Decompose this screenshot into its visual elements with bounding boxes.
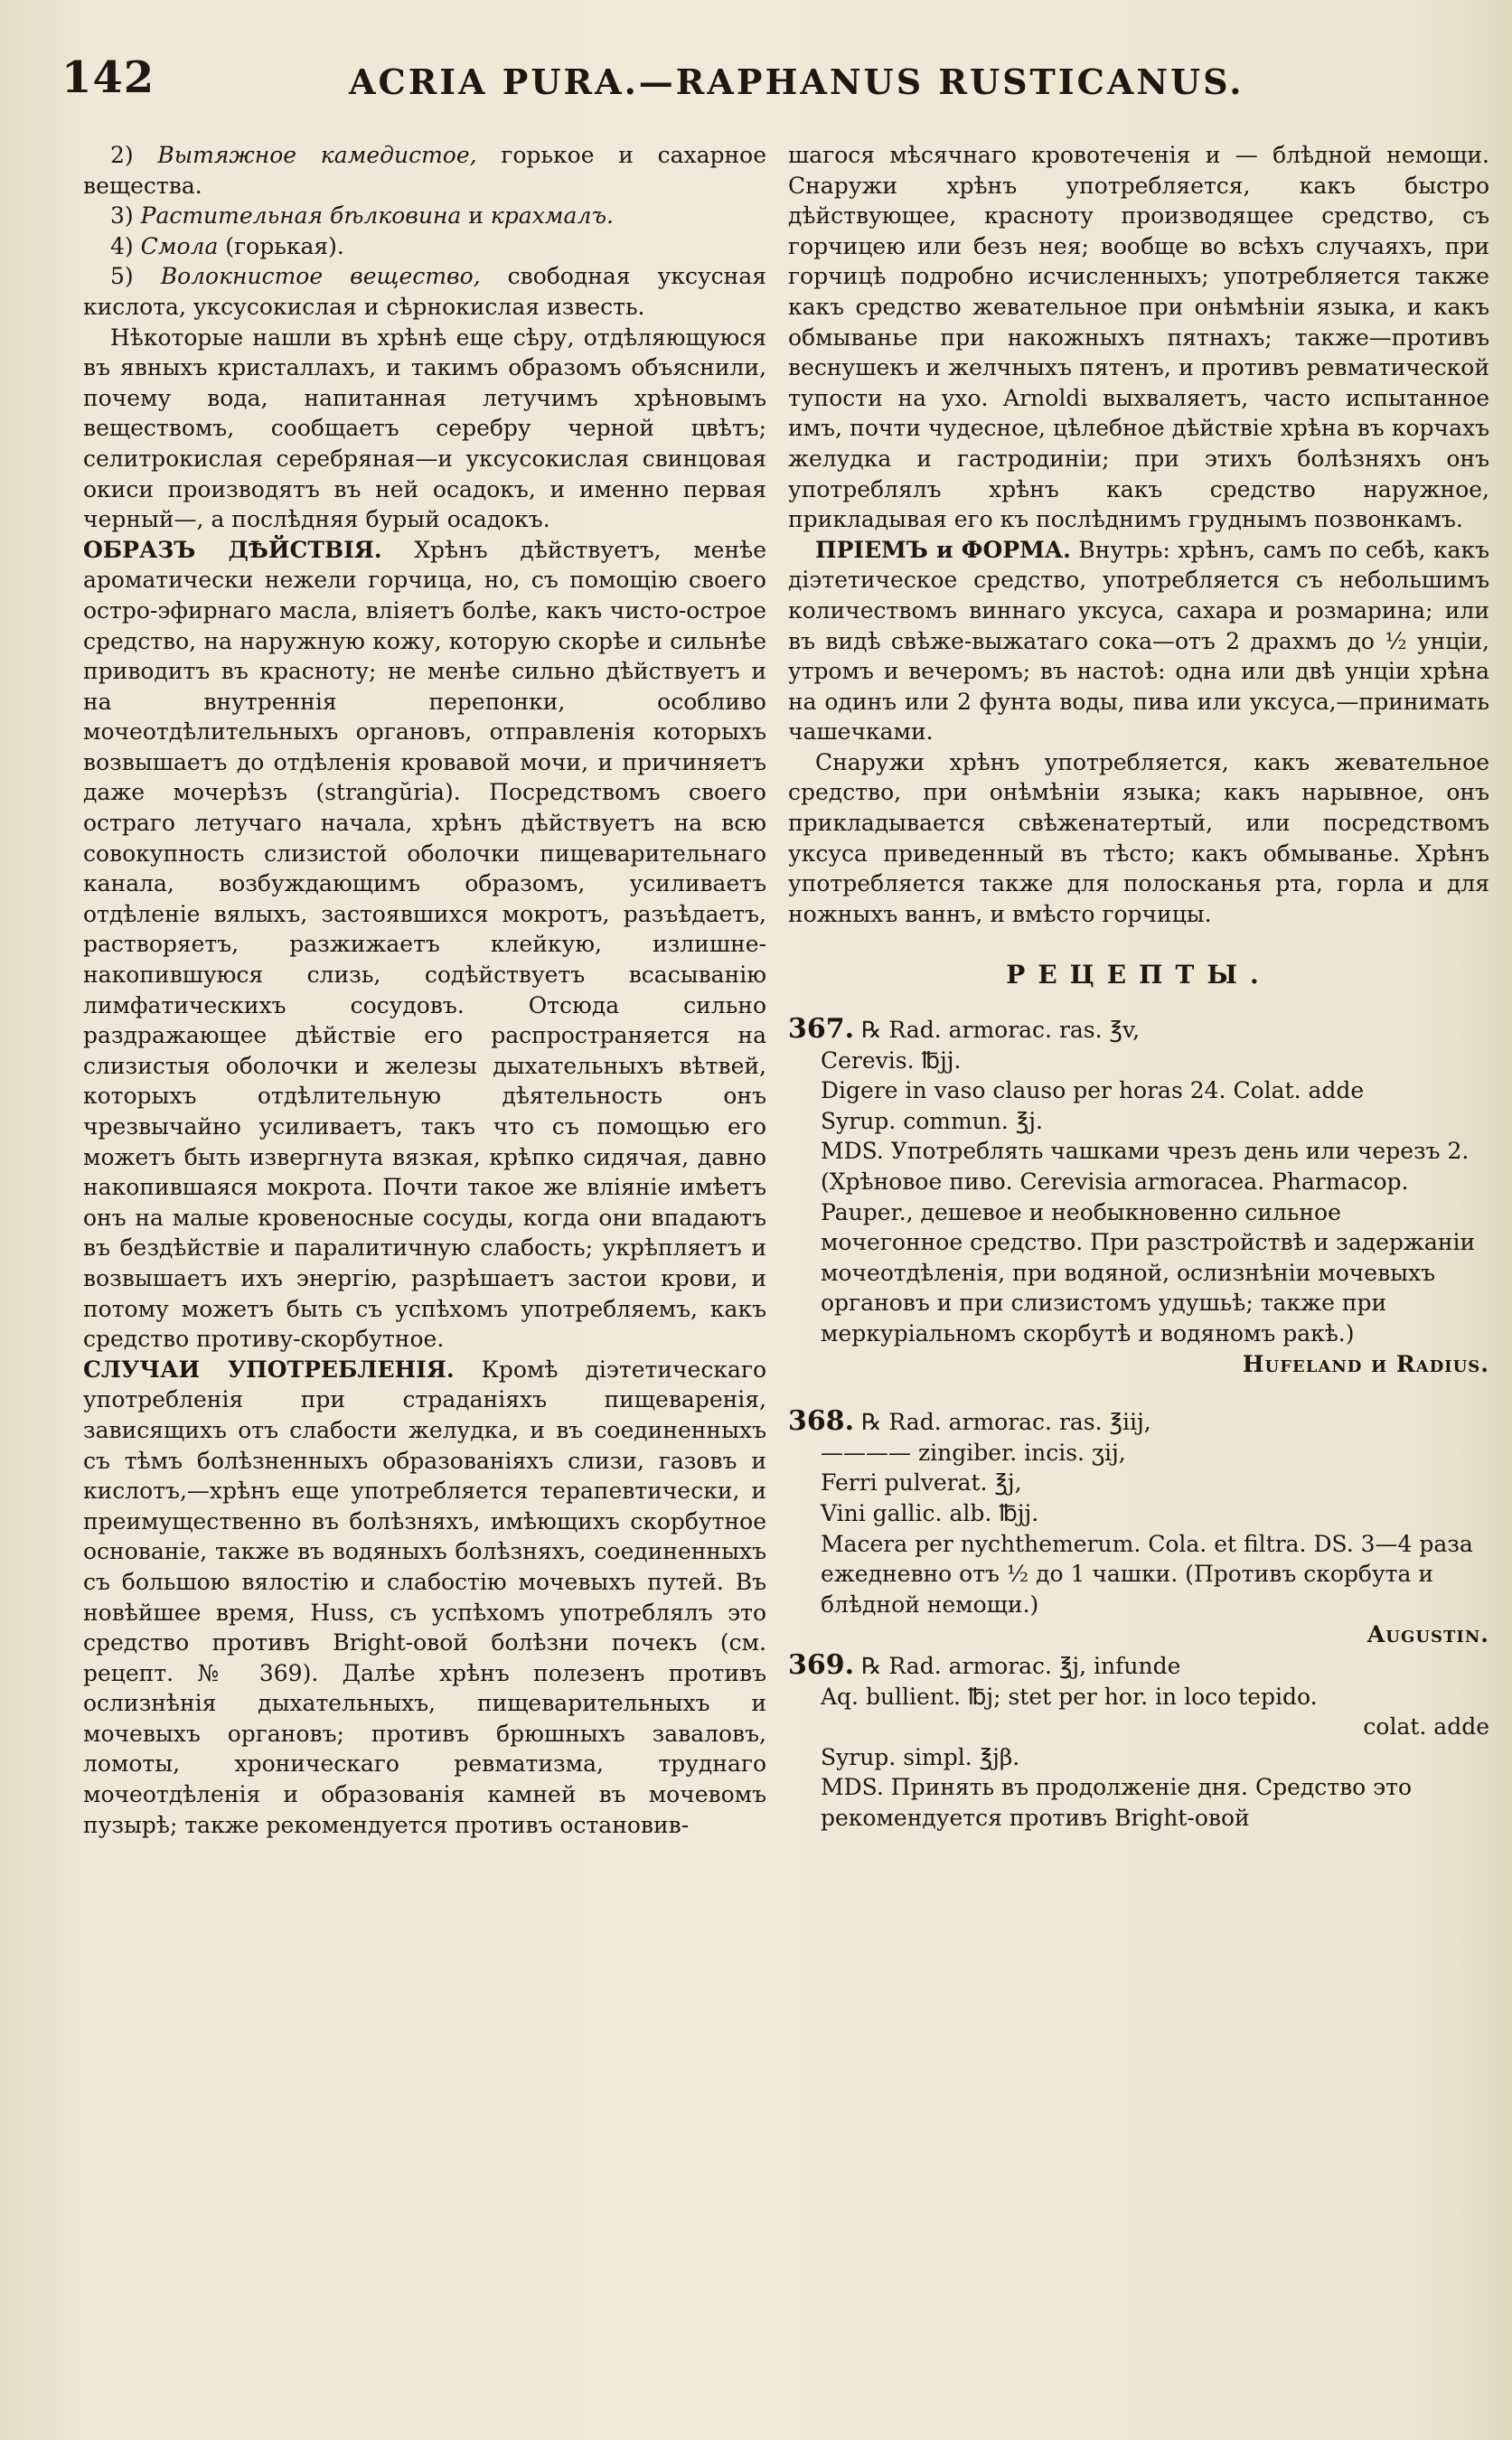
section-title-cases: СЛУЧАИ УПОТРЕБЛЕНІЯ. [83, 1356, 455, 1383]
paragraph-continued: шагося мѣсячнаго кровотеченія и — блѣдной немощи. Снаружи хрѣнъ употребляется, какъ быстро дѣйствующее, красноту производящее средство, съ горчицею или безъ нея; вообще во всѣхъ случаяхъ, при горчицѣ подробно исчисленныхъ; употребляется также какъ средство жевательное при онѣмѣніи языка, и какъ обмыванье при накожныхъ пятнахъ; также—противъ веснушекъ и желчныхъ пятенъ, и противъ ревматической тупости на ухо. Arnoldi выхваляетъ, часто испытанное имъ, почти чудесное, цѣлебное дѣйствіе хрѣна въ корчахъ желудка и гастродиніи; при этихъ болѣзняхъ онъ употреблялъ хрѣнъ какъ средство наружное, прикладывая его къ послѣднимъ груднымъ позвонкамъ. [788, 142, 1489, 533]
recipe-line: Vini gallic. alb. ℔jj. [821, 1499, 1039, 1526]
recipe-line: Syrup. commun. ℥j. [821, 1107, 1043, 1134]
right-column [788, 140, 1489, 2417]
section-title-form: ПРІЕМЪ и ФОРМА. [815, 536, 1071, 563]
recipe-line: ———— zingiber. incis. ʒij, [821, 1439, 1126, 1466]
list-item: 2) Вытяжное камедистое, горькое и сахарное вещества. [83, 142, 766, 199]
section-text-form: Внутрь: хрѣнъ, самъ по себѣ, какъ діэтетическое средство, употребляется съ небольшимъ количествомъ виннаго уксуса, сахара и розмарина; или въ видѣ свѣже-выжатаго сока—отъ 2 драхмъ до ½ унціи, утромъ и вечеромъ; въ настоѣ: одна или двѣ унціи хрѣна на одинъ или 2 фунта воды, пива или уксуса,—принимать чашечками. [788, 536, 1489, 746]
page-number: 142 [61, 52, 155, 103]
running-head: ACRIA PURA.—RAPHANUS RUSTICANUS. [349, 61, 1244, 102]
paragraph-form [788, 535, 1489, 747]
list-item: 5) Волокнистое вещество, свободная уксусная кислота, уксусокислая и сѣрнокислая известь. [83, 263, 766, 320]
paragraph-cases [83, 1355, 766, 1841]
recipe-367 [788, 1014, 1489, 1379]
recipe-368 [788, 1406, 1489, 1650]
list-item: 4) Смола (горькая). [110, 232, 344, 259]
recipe-line: Digere in vaso clauso per horas 24. Colat. adde [821, 1077, 1365, 1104]
section-title-action: ОБРАЗЪ ДѢЙСТВІЯ. [83, 536, 382, 563]
recipe-line: Syrup. simpl. ℥jβ. [821, 1743, 1020, 1770]
recipe-number: 369. [788, 1648, 855, 1681]
paragraph-action [83, 535, 766, 1355]
recipe-369 [788, 1650, 1489, 1834]
section-text-cases: Кромѣ діэтетическаго употребленія при страданіяхъ пищеваренія, зависящихъ отъ слабости желудка, и въ соединенныхъ съ тѣмъ болѣзненныхъ образованіяхъ слизи, газовъ и кислотъ,—хрѣнъ еще употребляется терапевтически, и преимущественно въ болѣзняхъ, имѣющихъ скорбутное основаніе, также въ водяныхъ болѣзняхъ, соединенныхъ съ большою вялостію и слабостію мочевыхъ путей. Въ новѣйшее время, Huss, съ успѣхомъ употреблялъ это средство противъ Bright-овой болѣзни почекъ (см. рецепт. № 369). Далѣе хрѣнъ полезенъ противъ ослизнѣнія дыхательныхъ, пищеварительныхъ и мочевыхъ органовъ; противъ брюшныхъ заваловъ, ломоты, хроническаго ревматизма, труднаго мочеотдѣленія и образованія камней въ мочевомъ пузырѣ; также рекомендуется противъ остановив- [83, 1356, 766, 1838]
recipe-instructions: MDS. Употреблять чашками чрезъ день или черезъ 2. (Хрѣновое пиво. Cerevisia armoracea. Pharmacop. Pauper., дешевое и необыкновенно сильное мочегонное средство. При разстройствѣ и задержаніи мочеотдѣленія, при водяной, ослизнѣніи мочевыхъ органовъ и при слизистомъ удушьѣ; также при меркуріальномъ скорбутѣ и водяномъ ракѣ.) [821, 1138, 1476, 1347]
recipe-line: colat. adde [1363, 1713, 1489, 1741]
recipe-number: 367. [788, 1013, 855, 1046]
recipe-instructions: MDS. Принять въ продолженіе дня. Средство это рекомендуется противъ Bright-овой [821, 1774, 1413, 1831]
recipe-line: ℞ Rad. armorac. ras. ℥v, [861, 1017, 1141, 1044]
recipe-line: Aq. bullient. ℔j; stet per hor. in loco tepido. [821, 1683, 1318, 1710]
section-text-action: Хрѣнъ дѣйствуетъ, менѣе ароматически нежели горчица, но, съ помощію своего остро-эфирнаго масла, вліяетъ болѣе, какъ чисто-острое средство, на наружную кожу, которую скорѣе и сильнѣе приводитъ въ красноту; не менѣе сильно дѣйствуетъ и на внутреннія перепонки, особливо мочеотдѣлительныхъ органовъ, отправленія которыхъ возвышаетъ до отдѣленія кровавой мочи, и причиняетъ даже мочерѣзъ (strangŭria). Посредствомъ своего остраго летучаго начала, хрѣнъ дѣйствуетъ на всю совокупность слизистой оболочки пищеварительнаго канала, возбуждающимъ образомъ, усиливаетъ отдѣленіе вялыхъ, застоявшихся мокротъ, разъѣдаетъ, растворяетъ, разжижаетъ клейкую, излишне-накопившуюся слизь, содѣйствуетъ всасыванію лимфатическихъ сосудовъ. Отсюда сильно раздражающее дѣйствіе его распространяется на слизистыя оболочки и железы дыхательныхъ вѣтвей, которыхъ отдѣлительную дѣятельность онъ чрезвычайно усиливаетъ, такъ что съ помощью его можетъ быть извергнута вязкая, крѣпко сидячая, давно накопившаяся мокрота. Почти такое же вліяніе имѣетъ онъ на малые кровеносные сосуды, когда они впадаютъ въ бездѣйствіе и паралитичную слабость; укрѣпляетъ и возвышаетъ ихъ энергію, разрѣшаетъ застои крови, и потому можетъ быть съ успѣхомъ употребляемъ, какъ средство противу-скорбутное. [83, 536, 766, 1353]
recipe-line: Ferri pulverat. ℥j, [821, 1469, 1022, 1497]
recipe-author: Hufeland и Radius. [1242, 1350, 1489, 1377]
list-item: 3) Растительная бѣлковина и крахмалъ. [110, 202, 614, 230]
recipes-heading: РЕЦЕПТЫ. [1006, 960, 1272, 990]
paragraph-external: Снаружи хрѣнъ употребляется, какъ жевательное средство, при онѣмѣніи языка; какъ нарывное, онъ прикладывается свѣженатертый, или посредствомъ уксуса приведенный въ тѣсто; какъ обмыванье. Хрѣнъ употребляется также для полосканья рта, горла и для ножныхъ ваннъ, и вмѣсто горчицы. [788, 748, 1489, 927]
recipe-instructions: Macera per nychthemerum. Cola. et filtra. DS. 3—4 раза ежедневно отъ ½ до 1 чашки. (Противъ скорбута и блѣдной немощи.) [821, 1530, 1473, 1618]
recipe-number: 368. [788, 1405, 855, 1438]
recipe-author: Augustin. [1366, 1621, 1489, 1648]
paragraph-sulfur: Нѣкоторые нашли въ хрѣнѣ еще сѣру, отдѣляющуюся въ явныхъ кристаллахъ, и такимъ образомъ объяснили, почему вода, напитанная летучимъ хрѣновымъ веществомъ, сообщаетъ серебру черной цвѣтъ; селитрокислая серебряная—и уксусокислая свинцовая окиси производятъ въ ней осадокъ, и именно первая черный—, а послѣдняя бурый осадокъ. [83, 324, 766, 533]
left-column [83, 140, 766, 2417]
page-header [61, 52, 1453, 116]
recipe-line: ℞ Rad. armorac. ℥j, infunde [861, 1652, 1181, 1679]
recipe-line: Cerevis. ℔jj. [821, 1046, 962, 1074]
recipe-line: ℞ Rad. armorac. ras. ℥iij, [861, 1409, 1151, 1436]
